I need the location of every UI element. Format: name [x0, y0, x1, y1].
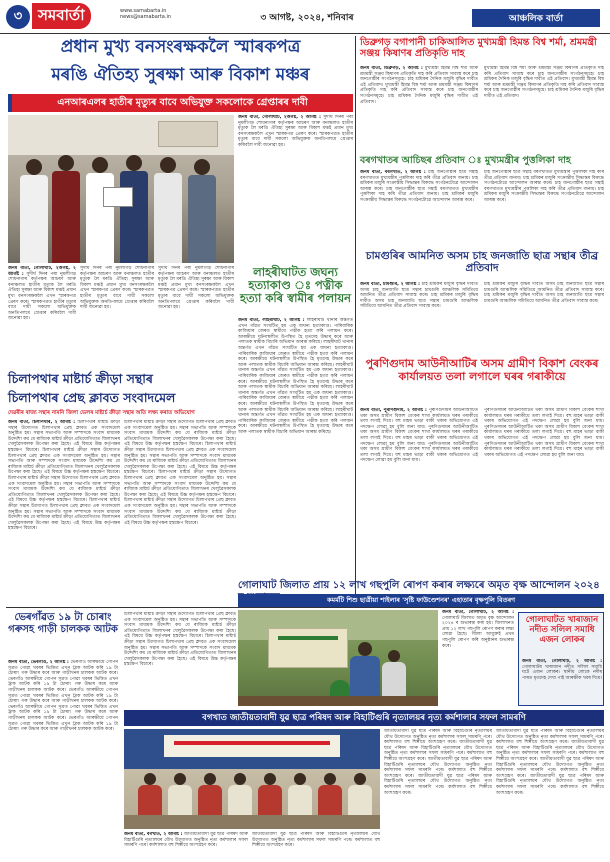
page-number-badge: ৩ [6, 5, 30, 29]
lead-body-col-2: সুদীৰ্ঘ দিনৰ পৰা নুমলীগড় শোধনাগাৰ কৰ্তৃপক্ষৰ আচৰণ আৰু বনাঞ্চলত হাতীৰ মৃত্যুক লৈ মৰঙি ঐতিহ্য সুৰক্ষা আৰু বিকাশ মঞ্চই প্ৰধান মুখ্য বনসংৰক্ষকলৈ এখন স্মাৰকপত্ৰ প্ৰেৰণ কৰে। স্মাৰকপত্ৰত হাতীৰ মৃত্যুৰ বাবে দায়ী সকলো অভিযুক্তক অনতিপলমে গ্ৰেপ্তাৰ কৰিবলৈ দাবী জনোৱা হয়। [80, 266, 154, 311]
bhergaon-headline: ভেৰগাঁৱত ১৯ টা চোৰাং গৰুসহ গাড়ী চালকক আটক [8, 612, 118, 635]
tree-photo [238, 610, 438, 706]
mid-bottom-col-1: চিলাপথাৰ মাষ্টাৰ্চ ক্ৰীড়া সন্থাৰ উদ্যোগত চিলাপথাৰ প্ৰেছ ক্লাবত এক সংবাদমেল অনুষ্ঠিত হয়। সন্থাৰ সভাপতি আৰু সম্পাদকে সংবাদ মাধ্যমক উদ্দেশ্যি কয় যে ৰাজ্যিক মাষ্টাৰ্চ ক্ৰীড়া প্ৰতিযোগিতাত জিলাখনৰ খেলুৱৈসকলক উপেক্ষা কৰা হৈছে। এই বিষয়ে উচ্চ কৰ্তৃপক্ষৰ হস্তক্ষেপ বিচাৰে। চিলাপথাৰ মাষ্টাৰ্চ ক্ৰীড়া সন্থাৰ উদ্যোগত চিলাপথাৰ প্ৰেছ ক্লাবত এক সংবাদমেল অনুষ্ঠিত হয়। সন্থাৰ সভাপতি আৰু সম্পাদকে সংবাদ মাধ্যমক উদ্দেশ্যি কয় যে ৰাজ্যিক মাষ্টাৰ্চ ক্ৰীড়া প্ৰতিযোগিতাত জিলাখনৰ খেলুৱৈসকলক উপেক্ষা কৰা হৈছে। এই বিষয়ে উচ্চ কৰ্তৃপক্ষৰ হস্তক্ষেপ বিচাৰে। [124, 612, 236, 668]
tree-body-col-1: জনম বাৰ্তা, গোলাঘাট, ২ আগষ্ট : গোলাঘাট জিলাত অমৃত বৃক্ষ আন্দোলন ২০২৪ ৰ শুভাৰম্ভ কৰা হয়। জিলাখনত প্ৰায় ১২ লাখ গছপুলি ৰোপণ কৰাৰ লক্ষ্য লোৱা হৈছে। জিলা আয়ুক্তই প্ৰথম গছপুলি ৰোপণ কৰি অনুষ্ঠানৰ শুভাৰম্ভ কৰে। [442, 610, 514, 649]
website-text: www.samabarta.in news@samabarta.in [120, 8, 172, 20]
chilapathar-subhead: দেৱৰীৰ ৰাজ্য সন্থাৰ নামনি জিলা ভেলৰ মাষ্টাৰ্চ ক্ৰীড়া সন্থাৰ অতি লক্ষ্য কৰাত অভিযোগ [8, 410, 195, 416]
lead-headline-1: প্ৰধান মুখ্য বনসংৰক্ষকলৈ স্মাৰকপত্ৰ [60, 37, 301, 57]
workshop-body-col-4: জাতীয়তাবাদী যুৱ ছাত্ৰ পৰিষদ আৰু বিহাটিগুৰি নৃত্যালয়ৰ যৌথ উদ্যোগত অনুষ্ঠিত নৃত্য কৰ্মশালাৰ সফল সামৰণি পৰে। কৰ্মশালাত বহু শিল্পীয়ে অংশগ্ৰহণ কৰে। জাতীয়তাবাদী যুৱ ছাত্ৰ পৰিষদ আৰু বিহাটিগুৰি নৃত্যালয়ৰ যৌথ উদ্যোগত অনুষ্ঠিত নৃত্য কৰ্মশালাৰ সফল সামৰণি পৰে। কৰ্মশালাত বহু শিল্পীয়ে অংশগ্ৰহণ কৰে। জাতীয়তাবাদী যুৱ ছাত্ৰ পৰিষদ আৰু বিহাটিগুৰি নৃত্যালয়ৰ যৌথ উদ্যোগত অনুষ্ঠিত নৃত্য কৰ্মশালাৰ সফল সামৰণি পৰে। কৰ্মশালাত বহু শিল্পীয়ে অংশগ্ৰহণ কৰে। জাতীয়তাবাদী যুৱ ছাত্ৰ পৰিষদ আৰু বিহাটিগুৰি নৃত্যালয়ৰ যৌথ উদ্যোগত অনুষ্ঠিত নৃত্য কৰ্মশালাৰ সফল সামৰণি পৰে। কৰ্মশালাত বহু শিল্পীয়ে অংশগ্ৰহণ কৰে। [496, 729, 604, 796]
water-body: জনম বাৰ্তা, গোলাঘাট, ২ আগষ্ট : গোলাঘাটৰ খাৰাজান নদীত সলিল সমাধি ঘটে এজন লোকৰ। স্থানীয় লোকে নদীৰ পাৰত মৃতদেহ দেখা পাই আৰক্ষীক খবৰ দিয়ে। [522, 659, 602, 681]
lead-headline-2: মৰঙি ঐতিহ্য সুৰক্ষা আৰু বিকাশ মঞ্চৰ [51, 65, 310, 85]
tree-headline: গোলাঘাট জিলাত প্ৰায় ১২ লাখ গছপুলি ৰোপণ কৰাৰ লক্ষ্যৰে অমৃত বৃক্ষ আন্দোলন ২০২৪ [238, 580, 600, 591]
chilapathar-body-col-1: জনম বাৰ্তা, চিলাপথাৰ, ২ আগষ্ট : চিলাপথাৰ মাষ্টাৰ্চ ক্ৰীড়া সন্থাৰ উদ্যোগত চিলাপথাৰ প্ৰেছ ক্লাবত এক সংবাদমেল অনুষ্ঠিত হয়। সন্থাৰ সভাপতি আৰু সম্পাদকে সংবাদ মাধ্যমক উদ্দেশ্যি কয় যে ৰাজ্যিক মাষ্টাৰ্চ ক্ৰীড়া প্ৰতিযোগিতাত জিলাখনৰ খেলুৱৈসকলক উপেক্ষা কৰা হৈছে। এই বিষয়ে উচ্চ কৰ্তৃপক্ষৰ হস্তক্ষেপ বিচাৰে। চিলাপথাৰ মাষ্টাৰ্চ ক্ৰীড়া সন্থাৰ উদ্যোগত চিলাপথাৰ প্ৰেছ ক্লাবত এক সংবাদমেল অনুষ্ঠিত হয়। সন্থাৰ সভাপতি আৰু সম্পাদকে সংবাদ মাধ্যমক উদ্দেশ্যি কয় যে ৰাজ্যিক মাষ্টাৰ্চ ক্ৰীড়া প্ৰতিযোগিতাত জিলাখনৰ খেলুৱৈসকলক উপেক্ষা কৰা হৈছে। এই বিষয়ে উচ্চ কৰ্তৃপক্ষৰ হস্তক্ষেপ বিচাৰে। চিলাপথাৰ মাষ্টাৰ্চ ক্ৰীড়া সন্থাৰ উদ্যোগত চিলাপথাৰ প্ৰেছ ক্লাবত এক সংবাদমেল অনুষ্ঠিত হয়। সন্থাৰ সভাপতি আৰু সম্পাদকে সংবাদ মাধ্যমক উদ্দেশ্যি কয় যে ৰাজ্যিক মাষ্টাৰ্চ ক্ৰীড়া প্ৰতিযোগিতাত জিলাখনৰ খেলুৱৈসকলক উপেক্ষা কৰা হৈছে। এই বিষয়ে উচ্চ কৰ্তৃপক্ষৰ হস্তক্ষেপ বিচাৰে। চিলাপথাৰ মাষ্টাৰ্চ ক্ৰীড়া সন্থাৰ উদ্যোগত চিলাপথাৰ প্ৰেছ ক্লাবত এক সংবাদমেল অনুষ্ঠিত হয়। সন্থাৰ সভাপতি আৰু সম্পাদকে সংবাদ মাধ্যমক উদ্দেশ্যি কয় যে ৰাজ্যিক মাষ্টাৰ্চ ক্ৰীড়া প্ৰতিযোগিতাত জিলাখনৰ খেলুৱৈসকলক উপেক্ষা কৰা হৈছে। এই বিষয়ে উচ্চ কৰ্তৃপক্ষৰ হস্তক্ষেপ বিচাৰে। [8, 420, 120, 532]
workshop-headline: বগখাত জাতীয়তাবাদী যুৱ ছাত্ৰ পৰিষদ আৰু বিহাটিগুৰি নৃত্যালয়ৰ নৃত্য কৰ্মশালাৰ সফল সামৰণি [124, 710, 604, 726]
murder-body: জনম বাৰ্তা, লাহৰীঘাট, ২ আগষ্ট : লাহৰীঘাট থানাৰ অন্তৰ্গত এখন গাঁৱত সংঘটিত হয় এক জঘন্য হত্যাকাণ্ড। পাৰিবাৰিক কাজিয়াৰ জেৰত স্বামীয়ে পত্নীক হত্যা কৰি পলায়ন কৰে। আৰক্ষীয়ে ঘটনাস্থলীত উপস্থিত হৈ মৃতদেহ উদ্ধাৰ কৰে আৰু পলাতক স্বামীক বিচাৰি অভিযান আৰম্ভ কৰিছে। লাহৰীঘাট থানাৰ অন্তৰ্গত এখন গাঁৱত সংঘটিত হয় এক জঘন্য হত্যাকাণ্ড। পাৰিবাৰিক কাজিয়াৰ জেৰত স্বামীয়ে পত্নীক হত্যা কৰি পলায়ন কৰে। আৰক্ষীয়ে ঘটনাস্থলীত উপস্থিত হৈ মৃতদেহ উদ্ধাৰ কৰে আৰু পলাতক স্বামীক বিচাৰি অভিযান আৰম্ভ কৰিছে। লাহৰীঘাট থানাৰ অন্তৰ্গত এখন গাঁৱত সংঘটিত হয় এক জঘন্য হত্যাকাণ্ড। পাৰিবাৰিক কাজিয়াৰ জেৰত স্বামীয়ে পত্নীক হত্যা কৰি পলায়ন কৰে। আৰক্ষীয়ে ঘটনাস্থলীত উপস্থিত হৈ মৃতদেহ উদ্ধাৰ কৰে আৰু পলাতক স্বামীক বিচাৰি অভিযান আৰম্ভ কৰিছে। লাহৰীঘাট থানাৰ অন্তৰ্গত এখন গাঁৱত সংঘটিত হয় এক জঘন্য হত্যাকাণ্ড। পাৰিবাৰিক কাজিয়াৰ জেৰত স্বামীয়ে পত্নীক হত্যা কৰি পলায়ন কৰে। আৰক্ষীয়ে ঘটনাস্থলীত উপস্থিত হৈ মৃতদেহ উদ্ধাৰ কৰে আৰু পলাতক স্বামীক বিচাৰি অভিযান আৰম্ভ কৰিছে। লাহৰীঘাট থানাৰ অন্তৰ্গত এখন গাঁৱত সংঘটিত হয় এক জঘন্য হত্যাকাণ্ড। পাৰিবাৰিক কাজিয়াৰ জেৰত স্বামীয়ে পত্নীক হত্যা কৰি পলায়ন কৰে। আৰক্ষীয়ে ঘটনাস্থলীত উপস্থিত হৈ মৃতদেহ উদ্ধাৰ কৰে আৰু পলাতক স্বামীক বিচাৰি অভিযান আৰম্ভ কৰিছে। [238, 318, 353, 435]
date-line: ৩ আগষ্ট, ২০২৪, শনিবাৰ [260, 13, 354, 23]
lead-body-right: জনম বাৰ্তা, গোলাঘাট, ২অগষ্ট, ২ আগষ্ট : সুদীৰ্ঘ দিনৰ পৰা নুমলীগড় শোধনাগাৰ কৰ্তৃপক্ষৰ আচৰণ আৰু বনাঞ্চলত হাতীৰ মৃত্যুক লৈ মৰঙি ঐতিহ্য সুৰক্ষা আৰু বিকাশ মঞ্চই প্ৰধান মুখ্য বনসংৰক্ষকলৈ এখন স্মাৰকপত্ৰ প্ৰেৰণ কৰে। স্মাৰকপত্ৰত হাতীৰ মৃত্যুৰ বাবে দায়ী সকলো অভিযুক্তক অনতিপলমে গ্ৰেপ্তাৰ কৰিবলৈ দাবী জনোৱা হয়। [238, 115, 353, 148]
right-3-body-col-1: জনম বাৰ্তা, চামগুৰি, ২ আগষ্ট : চাহ শ্ৰমিকৰ মজুৰি বৃদ্ধিৰ দাবীত অসম চাহ জনজাতি ছাত্ৰ সন্থাৰ চামগুৰি আঞ্চলিক সমিতিয়ে আমনিত তীব্ৰ প্ৰতিবাদ সাব্যস্ত কৰে। চাহ শ্ৰমিকৰ মজুৰি বৃদ্ধিৰ দাবীত অসম চাহ জনজাতি ছাত্ৰ সন্থাৰ চামগুৰি আঞ্চলিক সমিতিয়ে আমনিত তীব্ৰ প্ৰতিবাদ সাব্যস্ত কৰে। [360, 282, 478, 310]
lead-body-col-3: সুদীৰ্ঘ দিনৰ পৰা নুমলীগড় শোধনাগাৰ কৰ্তৃপক্ষৰ আচৰণ আৰু বনাঞ্চলত হাতীৰ মৃত্যুক লৈ মৰঙি ঐতিহ্য সুৰক্ষা আৰু বিকাশ মঞ্চই প্ৰধান মুখ্য বনসংৰক্ষকলৈ এখন স্মাৰকপত্ৰ প্ৰেৰণ কৰে। স্মাৰকপত্ৰত হাতীৰ মৃত্যুৰ বাবে দায়ী সকলো অভিযুক্তক অনতিপলমে গ্ৰেপ্তাৰ কৰিবলৈ দাবী জনোৱা হয়। [158, 266, 234, 311]
workshop-body-col-3: জাতীয়তাবাদী যুৱ ছাত্ৰ পৰিষদ আৰু বিহাটিগুৰি নৃত্যালয়ৰ যৌথ উদ্যোগত অনুষ্ঠিত নৃত্য কৰ্মশালাৰ সফল সামৰণি পৰে। কৰ্মশালাত বহু শিল্পীয়ে অংশগ্ৰহণ কৰে। জাতীয়তাবাদী যুৱ ছাত্ৰ পৰিষদ আৰু বিহাটিগুৰি নৃত্যালয়ৰ যৌথ উদ্যোগত অনুষ্ঠিত নৃত্য কৰ্মশালাৰ সফল সামৰণি পৰে। কৰ্মশালাত বহু শিল্পীয়ে অংশগ্ৰহণ কৰে। জাতীয়তাবাদী যুৱ ছাত্ৰ পৰিষদ আৰু বিহাটিগুৰি নৃত্যালয়ৰ যৌথ উদ্যোগত অনুষ্ঠিত নৃত্য কৰ্মশালাৰ সফল সামৰণি পৰে। কৰ্মশালাত বহু শিল্পীয়ে অংশগ্ৰহণ কৰে। জাতীয়তাবাদী যুৱ ছাত্ৰ পৰিষদ আৰু বিহাটিগুৰি নৃত্যালয়ৰ যৌথ উদ্যোগত অনুষ্ঠিত নৃত্য কৰ্মশালাৰ সফল সামৰণি পৰে। কৰ্মশালাত বহু শিল্পীয়ে অংশগ্ৰহণ কৰে। [384, 729, 492, 796]
lead-photo [8, 115, 234, 263]
right-3-headline: চামগুৰিৰ আমনিত অসম চাহ জনজাতি ছাত্ৰ সন্থাৰ তীব্ৰ প্ৰতিবাদ [365, 250, 599, 275]
workshop-body-col-2: জাতীয়তাবাদী যুৱ ছাত্ৰ পৰিষদ আৰু বিহাটিগুৰি নৃত্যালয়ৰ যৌথ উদ্যোগত অনুষ্ঠিত নৃত্য কৰ্মশালাৰ সফল সামৰণি পৰে। কৰ্মশালাত বহু শিল্পীয়ে অংশগ্ৰহণ কৰে। [252, 832, 380, 849]
right-4-body-col-2: পুৰণিগুদামৰ আউনীআটিত থকা অসম গ্ৰামীণ বিকাশ বেংকৰ শাখা কাৰ্যালয়ত ঘৰৰ গৰাকীয়ে তলা লগাই দিয়ে। বহু মাহৰ ভাড়া বাকী থকাৰ অভিযোগত এই পদক্ষেপ লোৱা হয় বুলি জনা যায়। পুৰণিগুদামৰ আউনীআটিত থকা অসম গ্ৰামীণ বিকাশ বেংকৰ শাখা কাৰ্যালয়ত ঘৰৰ গৰাকীয়ে তলা লগাই দিয়ে। বহু মাহৰ ভাড়া বাকী থকাৰ অভিযোগত এই পদক্ষেপ লোৱা হয় বুলি জনা যায়। পুৰণিগুদামৰ আউনীআটিত থকা অসম গ্ৰামীণ বিকাশ বেংকৰ শাখা কাৰ্যালয়ত ঘৰৰ গৰাকীয়ে তলা লগাই দিয়ে। বহু মাহৰ ভাড়া বাকী থকাৰ অভিযোগত এই পদক্ষেপ লোৱা হয় বুলি জনা যায়। [484, 408, 604, 458]
lead-photo-caption-banner: এনআৰএলৰ হাতীৰ মৃত্যুৰ বাবে অভিযুক্ত সকলোকে গ্ৰেপ্তাৰৰ দাবী [8, 94, 353, 112]
right-2-headline: বৰগখাতৰ আচিছৰ প্ৰতিবাদ ঃ মুখ্যমন্ত্ৰীৰ পুত্তলিকা দাহ [360, 155, 571, 166]
water-box [518, 612, 604, 706]
chilapathar-headline-2: চিলাপথাৰ প্ৰেছ ক্লাবত সংবাদমেল [8, 390, 176, 405]
right-2-body-col-2: চাহ জনগোষ্ঠীৰ ছাত্ৰ সন্থাই বৰগখাতত মুখ্যমন্ত্ৰীৰ পুত্তলিকা দাহ কৰি তীব্ৰ প্ৰতিবাদ জনায়। চাহ শ্ৰমিকৰ মজুৰি সংক্ৰান্তীয় সিদ্ধান্তৰ বিৰুদ্ধে সংগঠনটোৱে আন্দোলন আৰম্ভ কৰে। চাহ জনগোষ্ঠীৰ ছাত্ৰ সন্থাই বৰগখাতত মুখ্যমন্ত্ৰীৰ পুত্তলিকা দাহ কৰি তীব্ৰ প্ৰতিবাদ জনায়। চাহ শ্ৰমিকৰ মজুৰি সংক্ৰান্তীয় সিদ্ধান্তৰ বিৰুদ্ধে সংগঠনটোৱে আন্দোলন আৰম্ভ কৰে। [484, 170, 604, 203]
right-3-body-col-2: চাহ শ্ৰমিকৰ মজুৰি বৃদ্ধিৰ দাবীত অসম চাহ জনজাতি ছাত্ৰ সন্থাৰ চামগুৰি আঞ্চলিক সমিতিয়ে আমনিত তীব্ৰ প্ৰতিবাদ সাব্যস্ত কৰে। চাহ শ্ৰমিকৰ মজুৰি বৃদ্ধিৰ দাবীত অসম চাহ জনজাতি ছাত্ৰ সন্থাৰ চামগুৰি আঞ্চলিক সমিতিয়ে আমনিত তীব্ৰ প্ৰতিবাদ সাব্যস্ত কৰে। [484, 282, 604, 304]
workshop-photo [124, 729, 380, 829]
right-2-body-col-1: জনম বাৰ্তা, বৰগখাত, ২ আগষ্ট : চাহ জনগোষ্ঠীৰ ছাত্ৰ সন্থাই বৰগখাতত মুখ্যমন্ত্ৰীৰ পুত্তলিকা দাহ কৰি তীব্ৰ প্ৰতিবাদ জনায়। চাহ শ্ৰমিকৰ মজুৰি সংক্ৰান্তীয় সিদ্ধান্তৰ বিৰুদ্ধে সংগঠনটোৱে আন্দোলন আৰম্ভ কৰে। চাহ জনগোষ্ঠীৰ ছাত্ৰ সন্থাই বৰগখাতত মুখ্যমন্ত্ৰীৰ পুত্তলিকা দাহ কৰি তীব্ৰ প্ৰতিবাদ জনায়। চাহ শ্ৰমিকৰ মজুৰি সংক্ৰান্তীয় সিদ্ধান্তৰ বিৰুদ্ধে সংগঠনটোৱে আন্দোলন আৰম্ভ কৰে। [360, 170, 478, 203]
right-4-body-col-1: জনম বাৰ্তা, পুৰণিগুদাম, ২ আগষ্ট : পুৰণিগুদামৰ আউনীআটিত থকা অসম গ্ৰামীণ বিকাশ বেংকৰ শাখা কাৰ্যালয়ত ঘৰৰ গৰাকীয়ে তলা লগাই দিয়ে। বহু মাহৰ ভাড়া বাকী থকাৰ অভিযোগত এই পদক্ষেপ লোৱা হয় বুলি জনা যায়। পুৰণিগুদামৰ আউনীআটিত থকা অসম গ্ৰামীণ বিকাশ বেংকৰ শাখা কাৰ্যালয়ত ঘৰৰ গৰাকীয়ে তলা লগাই দিয়ে। বহু মাহৰ ভাড়া বাকী থকাৰ অভিযোগত এই পদক্ষেপ লোৱা হয় বুলি জনা যায়। পুৰণিগুদামৰ আউনীআটিত থকা অসম গ্ৰামীণ বিকাশ বেংকৰ শাখা কাৰ্যালয়ত ঘৰৰ গৰাকীয়ে তলা লগাই দিয়ে। বহু মাহৰ ভাড়া বাকী থকাৰ অভিযোগত এই পদক্ষেপ লোৱা হয় বুলি জনা যায়। [360, 408, 478, 464]
masthead [0, 0, 610, 34]
right-1-body-col-2: মুখ্যমন্ত্ৰী হিমন্ত বিশ্ব শৰ্মা আৰু শ্ৰমমন্ত্ৰী সঞ্জয় কিষাণৰ প্ৰতিকৃতি দাহ কৰি প্ৰতিবাদ সাব্যস্ত কৰে চাহ জনগোষ্ঠীৰ সংগঠনসমূহে। চাহ শ্ৰমিকৰ দৈনিক মজুৰি বৃদ্ধিৰ দাবীত এই প্ৰতিবাদ। মুখ্যমন্ত্ৰী হিমন্ত বিশ্ব শৰ্মা আৰু শ্ৰমমন্ত্ৰী সঞ্জয় কিষাণৰ প্ৰতিকৃতি দাহ কৰি প্ৰতিবাদ সাব্যস্ত কৰে চাহ জনগোষ্ঠীৰ সংগঠনসমূহে। চাহ শ্ৰমিকৰ দৈনিক মজুৰি বৃদ্ধিৰ দাবীত এই প্ৰতিবাদ। [484, 66, 604, 99]
right-1-body-col-1: জনম বাৰ্তা, ডিব্ৰুগড়, ২ আগষ্ট : মুখ্যমন্ত্ৰী হিমন্ত বিশ্ব শৰ্মা আৰু শ্ৰমমন্ত্ৰী সঞ্জয় কিষাণৰ প্ৰতিকৃতি দাহ কৰি প্ৰতিবাদ সাব্যস্ত কৰে চাহ জনগোষ্ঠীৰ সংগঠনসমূহে। চাহ শ্ৰমিকৰ দৈনিক মজুৰি বৃদ্ধিৰ দাবীত এই প্ৰতিবাদ। মুখ্যমন্ত্ৰী হিমন্ত বিশ্ব শৰ্মা আৰু শ্ৰমমন্ত্ৰী সঞ্জয় কিষাণৰ প্ৰতিকৃতি দাহ কৰি প্ৰতিবাদ সাব্যস্ত কৰে চাহ জনগোষ্ঠীৰ সংগঠনসমূহে। চাহ শ্ৰমিকৰ দৈনিক মজুৰি বৃদ্ধিৰ দাবীত এই প্ৰতিবাদ। [360, 66, 478, 105]
chilapathar-headline-1: চিলাপথাৰ মাষ্টাৰ্চ ক্ৰীড়া সন্থাৰ [8, 371, 153, 386]
paper-logo: সমবাৰ্তা [32, 3, 91, 29]
lead-body-col-1: জনম বাৰ্তা, গোলাঘাট, ২অগষ্ট, ২ আগষ্ট : সুদীৰ্ঘ দিনৰ পৰা নুমলীগড় শোধনাগাৰ কৰ্তৃপক্ষৰ আচৰণ আৰু বনাঞ্চলত হাতীৰ মৃত্যুক লৈ মৰঙি ঐতিহ্য সুৰক্ষা আৰু বিকাশ মঞ্চই প্ৰধান মুখ্য বনসংৰক্ষকলৈ এখন স্মাৰকপত্ৰ প্ৰেৰণ কৰে। স্মাৰকপত্ৰত হাতীৰ মৃত্যুৰ বাবে দায়ী সকলো অভিযুক্তক অনতিপলমে গ্ৰেপ্তাৰ কৰিবলৈ দাবী জনোৱা হয়। [8, 266, 76, 322]
tree-photo-caption: কমৰ্মটি শিশু ছাত্ৰীয়া শাইলাৰ 'সৃষ্টি ফাউণ্ডেশনৰ' এহাতাৰ বৃক্ষপুলি বিতৰণ [238, 594, 604, 607]
bhergaon-body: জনম বাৰ্তা, ভেৰগাঁও, ২ আগষ্ট : ভেৰগাঁও আৰক্ষীয়ে গোপন সূত্ৰত পোৱা খবৰৰ ভিত্তিত এখন ট্ৰাক আটক কৰি ১৯ টা চোৰাং গৰু উদ্ধাৰ কৰে আৰু গাড়ীখনৰ চালকক আটক কৰে। ভেৰগাঁও আৰক্ষীয়ে গোপন সূত্ৰত পোৱা খবৰৰ ভিত্তিত এখন ট্ৰাক আটক কৰি ১৯ টা চোৰাং গৰু উদ্ধাৰ কৰে আৰু গাড়ীখনৰ চালকক আটক কৰে। ভেৰগাঁও আৰক্ষীয়ে গোপন সূত্ৰত পোৱা খবৰৰ ভিত্তিত এখন ট্ৰাক আটক কৰি ১৯ টা চোৰাং গৰু উদ্ধাৰ কৰে আৰু গাড়ীখনৰ চালকক আটক কৰে। ভেৰগাঁও আৰক্ষীয়ে গোপন সূত্ৰত পোৱা খবৰৰ ভিত্তিত এখন ট্ৰাক আটক কৰি ১৯ টা চোৰাং গৰু উদ্ধাৰ কৰে আৰু গাড়ীখনৰ চালকক আটক কৰে। ভেৰগাঁও আৰক্ষীয়ে গোপন সূত্ৰত পোৱা খবৰৰ ভিত্তিত এখন ট্ৰাক আটক কৰি ১৯ টা চোৰাং গৰু উদ্ধাৰ কৰে আৰু গাড়ীখনৰ চালকক আটক কৰে। [8, 660, 118, 733]
right-4-headline: পুৰণিগুদাম আউনীআটিৰ অসম গ্ৰামীণ বিকাশ বেংকৰ কাৰ্যালয়ত তলা লগালে ঘৰৰ গৰাকীয়ে [365, 357, 599, 383]
section-tag: আঞ্চলিক বাৰ্তা [472, 9, 600, 27]
murder-headline: লাহৰীঘাটত জঘন্য হত্যাকাণ্ড ঃ পত্নীক হত্যা কৰি স্বামীৰ পলায়ন [240, 265, 351, 306]
water-headline: গোলাঘাটত খাৰাজান নদীত সলিল সমাধি এজন লোকৰ [525, 615, 599, 645]
right-1-headline: ডিব্ৰুগড় বগাপানী চাকিআলিত মুখ্যমন্ত্ৰী হিমন্ত বিশ্ব শৰ্মা, শ্ৰমমন্ত্ৰী সঞ্জয় কিষাণৰ প্ৰতিকৃতি দাহ [360, 37, 597, 59]
workshop-body-col-1: জনম বাৰ্তা, বগখাত, ২ আগষ্ট : জাতীয়তাবাদী যুৱ ছাত্ৰ পৰিষদ আৰু বিহাটিগুৰি নৃত্যালয়ৰ যৌথ উদ্যোগত অনুষ্ঠিত নৃত্য কৰ্মশালাৰ সফল সামৰণি পৰে। কৰ্মশালাত বহু শিল্পীয়ে অংশগ্ৰহণ কৰে। [124, 832, 248, 849]
chilapathar-body-col-2: চিলাপথাৰ মাষ্টাৰ্চ ক্ৰীড়া সন্থাৰ উদ্যোগত চিলাপথাৰ প্ৰেছ ক্লাবত এক সংবাদমেল অনুষ্ঠিত হয়। সন্থাৰ সভাপতি আৰু সম্পাদকে সংবাদ মাধ্যমক উদ্দেশ্যি কয় যে ৰাজ্যিক মাষ্টাৰ্চ ক্ৰীড়া প্ৰতিযোগিতাত জিলাখনৰ খেলুৱৈসকলক উপেক্ষা কৰা হৈছে। এই বিষয়ে উচ্চ কৰ্তৃপক্ষৰ হস্তক্ষেপ বিচাৰে। চিলাপথাৰ মাষ্টাৰ্চ ক্ৰীড়া সন্থাৰ উদ্যোগত চিলাপথাৰ প্ৰেছ ক্লাবত এক সংবাদমেল অনুষ্ঠিত হয়। সন্থাৰ সভাপতি আৰু সম্পাদকে সংবাদ মাধ্যমক উদ্দেশ্যি কয় যে ৰাজ্যিক মাষ্টাৰ্চ ক্ৰীড়া প্ৰতিযোগিতাত জিলাখনৰ খেলুৱৈসকলক উপেক্ষা কৰা হৈছে। এই বিষয়ে উচ্চ কৰ্তৃপক্ষৰ হস্তক্ষেপ বিচাৰে। চিলাপথাৰ মাষ্টাৰ্চ ক্ৰীড়া সন্থাৰ উদ্যোগত চিলাপথাৰ প্ৰেছ ক্লাবত এক সংবাদমেল অনুষ্ঠিত হয়। সন্থাৰ সভাপতি আৰু সম্পাদকে সংবাদ মাধ্যমক উদ্দেশ্যি কয় যে ৰাজ্যিক মাষ্টাৰ্চ ক্ৰীড়া প্ৰতিযোগিতাত জিলাখনৰ খেলুৱৈসকলক উপেক্ষা কৰা হৈছে। এই বিষয়ে উচ্চ কৰ্তৃপক্ষৰ হস্তক্ষেপ বিচাৰে। চিলাপথাৰ মাষ্টাৰ্চ ক্ৰীড়া সন্থাৰ উদ্যোগত চিলাপথাৰ প্ৰেছ ক্লাবত এক সংবাদমেল অনুষ্ঠিত হয়। সন্থাৰ সভাপতি আৰু সম্পাদকে সংবাদ মাধ্যমক উদ্দেশ্যি কয় যে ৰাজ্যিক মাষ্টাৰ্চ ক্ৰীড়া প্ৰতিযোগিতাত জিলাখনৰ খেলুৱৈসকলক উপেক্ষা কৰা হৈছে। এই বিষয়ে উচ্চ কৰ্তৃপক্ষৰ হস্তক্ষেপ বিচাৰে। [124, 420, 236, 526]
